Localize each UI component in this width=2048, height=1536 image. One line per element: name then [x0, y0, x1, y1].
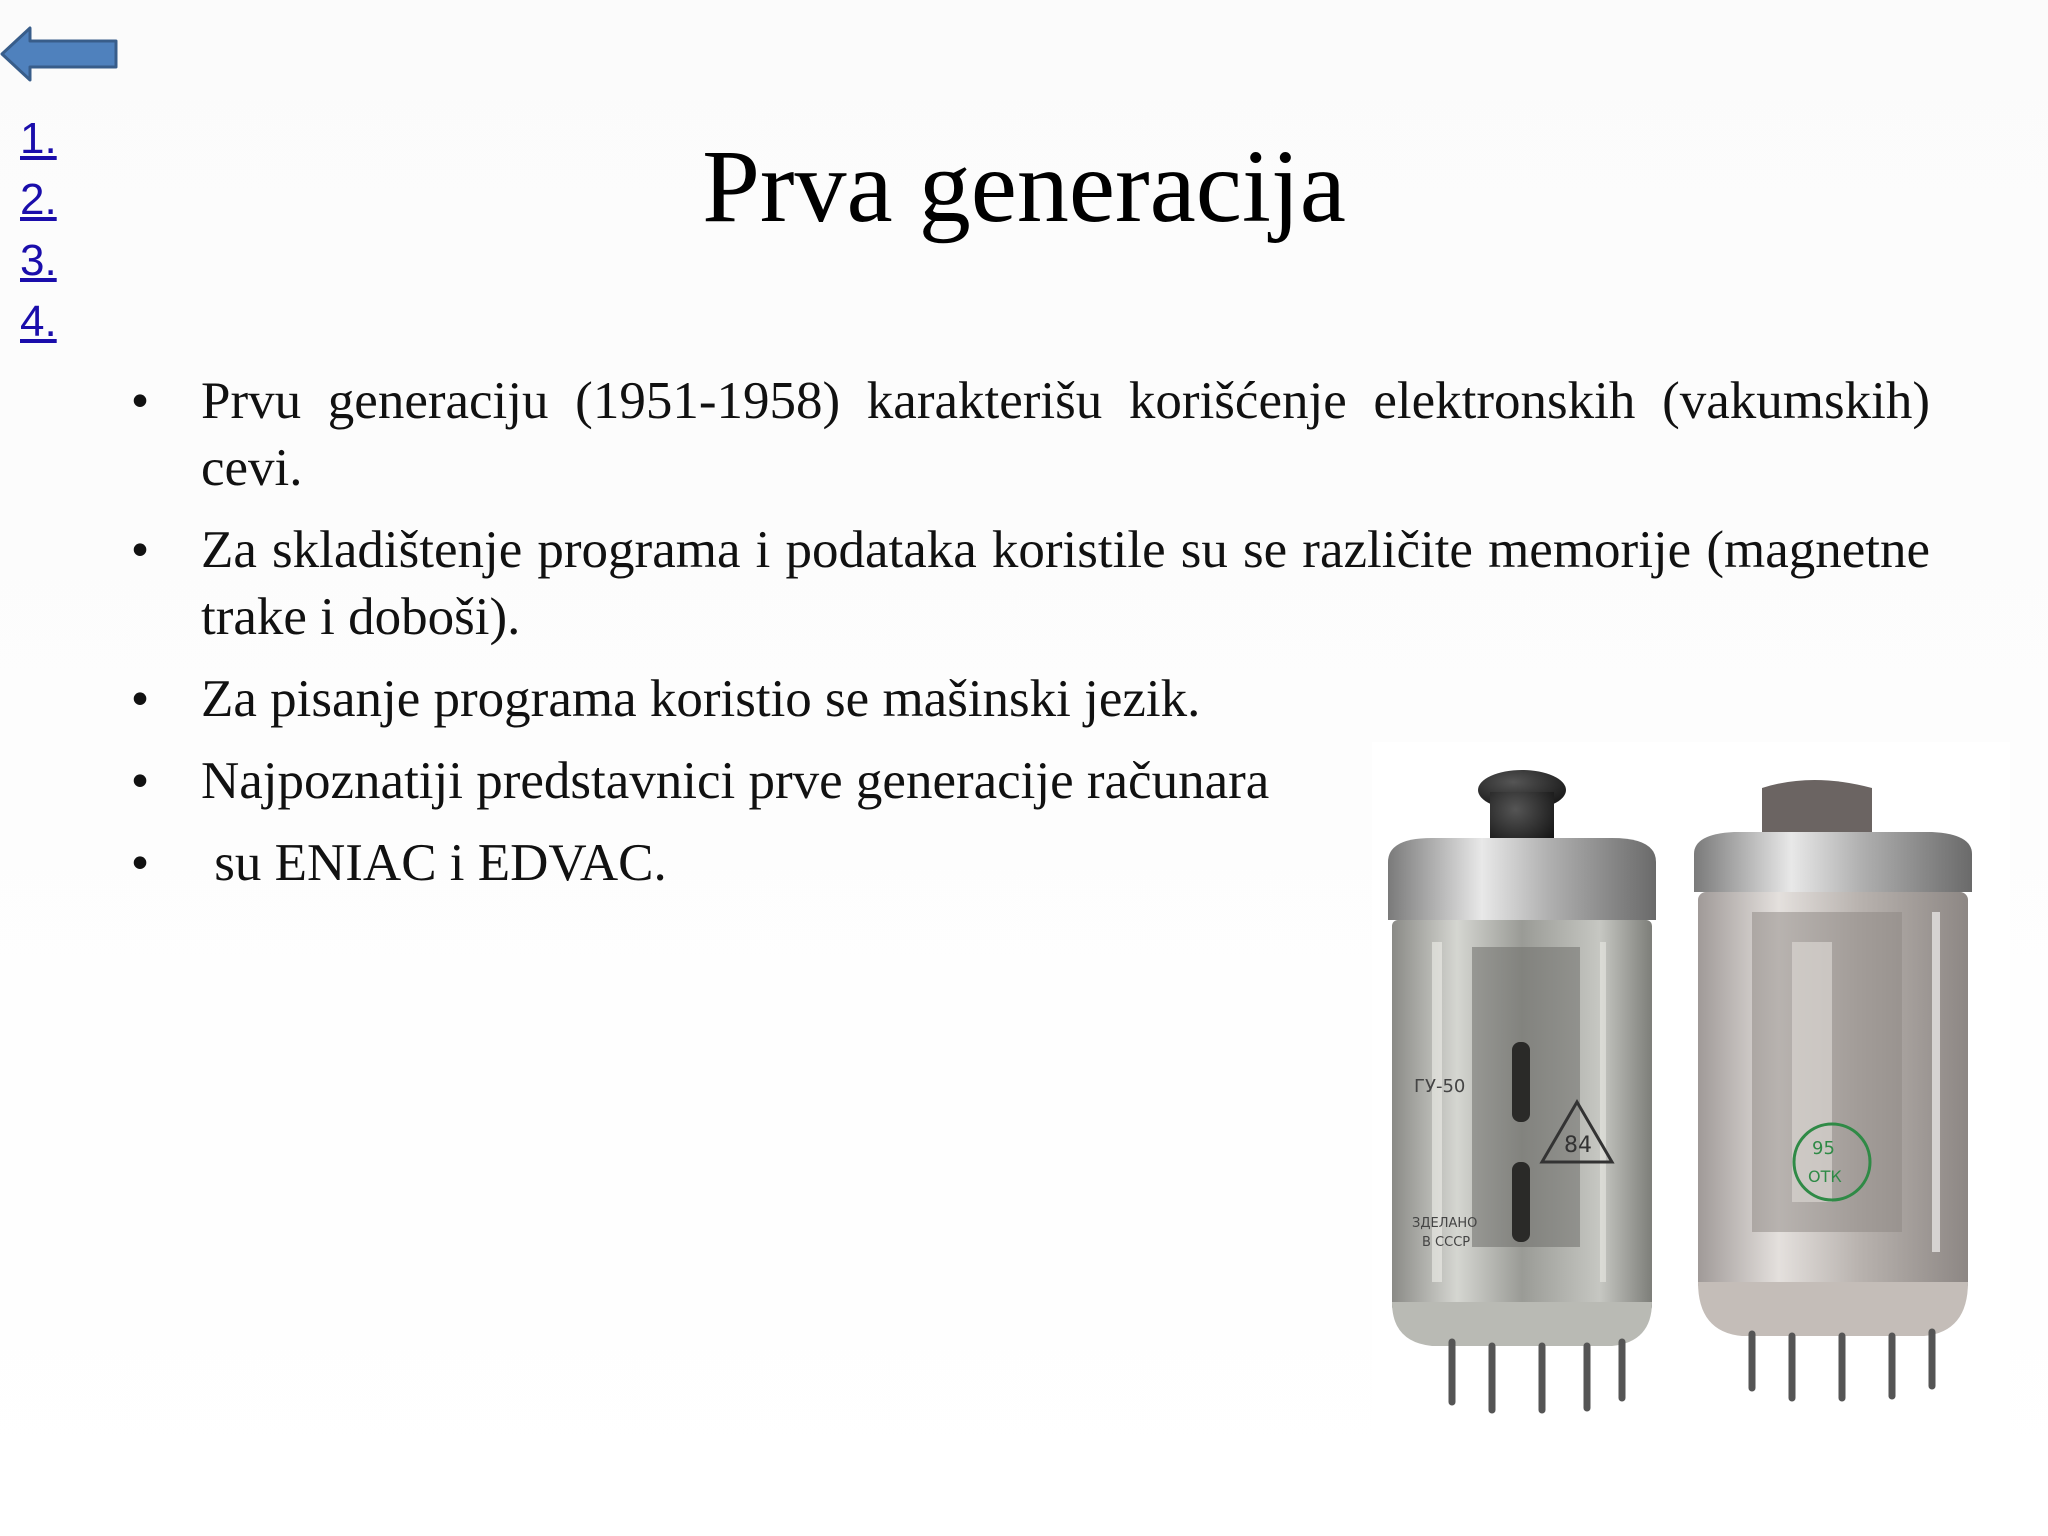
slide-title: Prva generacija: [702, 129, 1346, 244]
svg-text:84: 84: [1564, 1133, 1592, 1158]
bullet-dot: •: [130, 834, 150, 892]
right-tube: [1694, 780, 1972, 1398]
nav-link-4[interactable]: 4.: [20, 297, 57, 346]
bullet-item: [120, 517, 1930, 651]
bullet-item: [120, 368, 1930, 502]
bullet-text: Za pisanje programa koristio se mašinski jezik.: [201, 670, 1201, 728]
svg-text:ЗДЕЛАНО: ЗДЕЛАНО: [1412, 1216, 1478, 1231]
bullet-dot: •: [130, 752, 150, 810]
bullet-text: Najpoznatiji predstavnici prve generacije računara: [201, 752, 1270, 810]
svg-text:95: 95: [1812, 1138, 1835, 1159]
bullet-dot: •: [130, 521, 150, 579]
svg-text:ГУ-50: ГУ-50: [1414, 1076, 1466, 1097]
bullet-text: Za skladištenje programa i podataka koristile su se različite memorije (magnetne trake i doboši).: [201, 521, 1930, 646]
bullet-dot: •: [130, 372, 150, 430]
bullet-text: su ENIAC i EDVAC.: [201, 834, 667, 892]
left-tube: [1388, 770, 1656, 1410]
nav-link-3[interactable]: 3.: [20, 236, 57, 285]
nav-link-1[interactable]: 1.: [20, 114, 57, 163]
bullet-text: Prvu generaciju (1951-1958) karakterišu korišćenje elektronskih (vakumskih) cevi.: [201, 372, 1930, 497]
svg-text:В СССР: В СССР: [1422, 1235, 1471, 1250]
bullet-item: [120, 666, 1930, 733]
vacuum-tubes-image: [1372, 742, 2010, 1456]
svg-text:ОТК: ОТК: [1808, 1167, 1842, 1186]
bullet-dot: •: [130, 670, 150, 728]
nav-link-2[interactable]: 2.: [20, 175, 57, 224]
arrow-left-icon[interactable]: [0, 24, 120, 84]
